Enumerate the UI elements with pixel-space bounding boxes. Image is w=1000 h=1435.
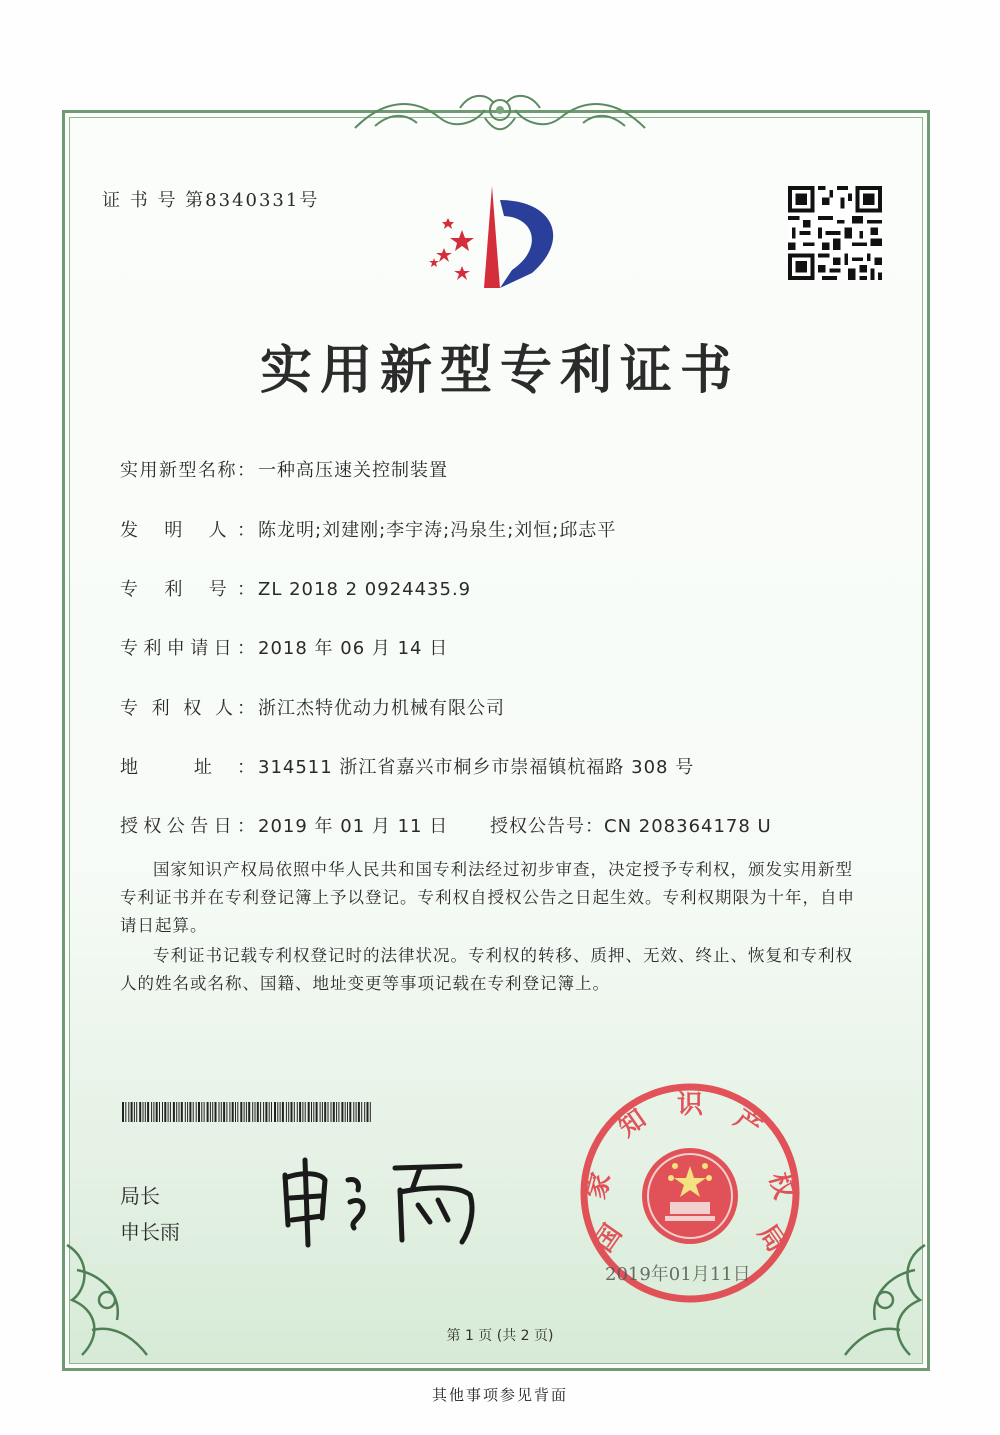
field-value: 2018 年 06 月 14 日 [258,638,449,659]
certificate-title: 实用新型专利证书 [259,341,740,401]
signature-icon [270,1150,500,1250]
field-label: 地 址： [120,757,256,778]
field-label: 专 利 号： [120,579,256,600]
top-ornament-icon [345,88,655,138]
field-value: 314511 浙江省嘉兴市桐乡市崇福镇杭福路 308 号 [258,757,695,778]
seal-date: 2019年01月11日 [605,1264,751,1285]
paragraph-legal-status: 专利证书记载专利权登记时的法律状况。专利权的转移、质押、无效、终止、恢复和专利权人的姓名或名称、国籍、地址变更等事项记载在专利登记簿上。 [120,946,853,993]
field-patent-number [120,575,471,601]
field-utility-model-name [120,456,448,482]
field-value: 2019 年 01 月 11 日 [258,816,449,837]
field-value: 一种高压速关控制装置 [258,460,448,481]
svg-text:局: 局 [751,1219,792,1258]
field-inventors [120,516,616,542]
page-number: 第 1 页 (共 2 页) [446,1328,554,1344]
field-application-date [120,634,448,660]
field-label: 授权公告号： [490,816,604,837]
field-value: CN 208364178 U [604,816,772,837]
barcode-icon [122,1102,372,1122]
certificate-number: 证 书 号 第8340331号 [102,190,320,211]
director-title: 局长 [120,1184,160,1208]
svg-text:权: 权 [762,1169,799,1203]
field-label: 专 利 权 人： [120,698,256,719]
field-value: 陈龙明;刘建刚;李宇涛;冯泉生;刘恒;邱志平 [258,520,617,541]
field-value: ZL 2018 2 0924435.9 [258,579,472,600]
field-value: 浙江杰特优动力机械有限公司 [258,698,505,719]
svg-text:国: 国 [588,1219,629,1258]
field-address [120,753,694,779]
svg-text:知: 知 [613,1103,652,1144]
field-patentee [120,694,505,720]
qr-code-icon [788,186,882,280]
director-name: 申长雨 [120,1220,180,1244]
field-label: 实用新型名称： [120,460,256,481]
svg-text:识: 识 [676,1090,704,1120]
field-label: 发 明 人： [120,520,256,541]
field-announcement-number [490,812,772,838]
patent-office-logo-icon [412,178,592,308]
back-note: 其他事项参见背面 [431,1386,568,1404]
svg-text:产: 产 [728,1103,767,1144]
field-grant-date [120,812,448,838]
paragraph-grant-statement: 国家知识产权局依照中华人民共和国专利法经过初步审查，决定授予专利权，颁发实用新型专利证书并在专利登记簿上予以登记。专利权自授权公告之日起生效。专利权期限为十年，自申请日起算。 [120,860,855,935]
svg-text:家: 家 [581,1169,618,1203]
field-label: 授权公告日： [120,816,256,837]
field-label: 专利申请日： [120,638,256,659]
